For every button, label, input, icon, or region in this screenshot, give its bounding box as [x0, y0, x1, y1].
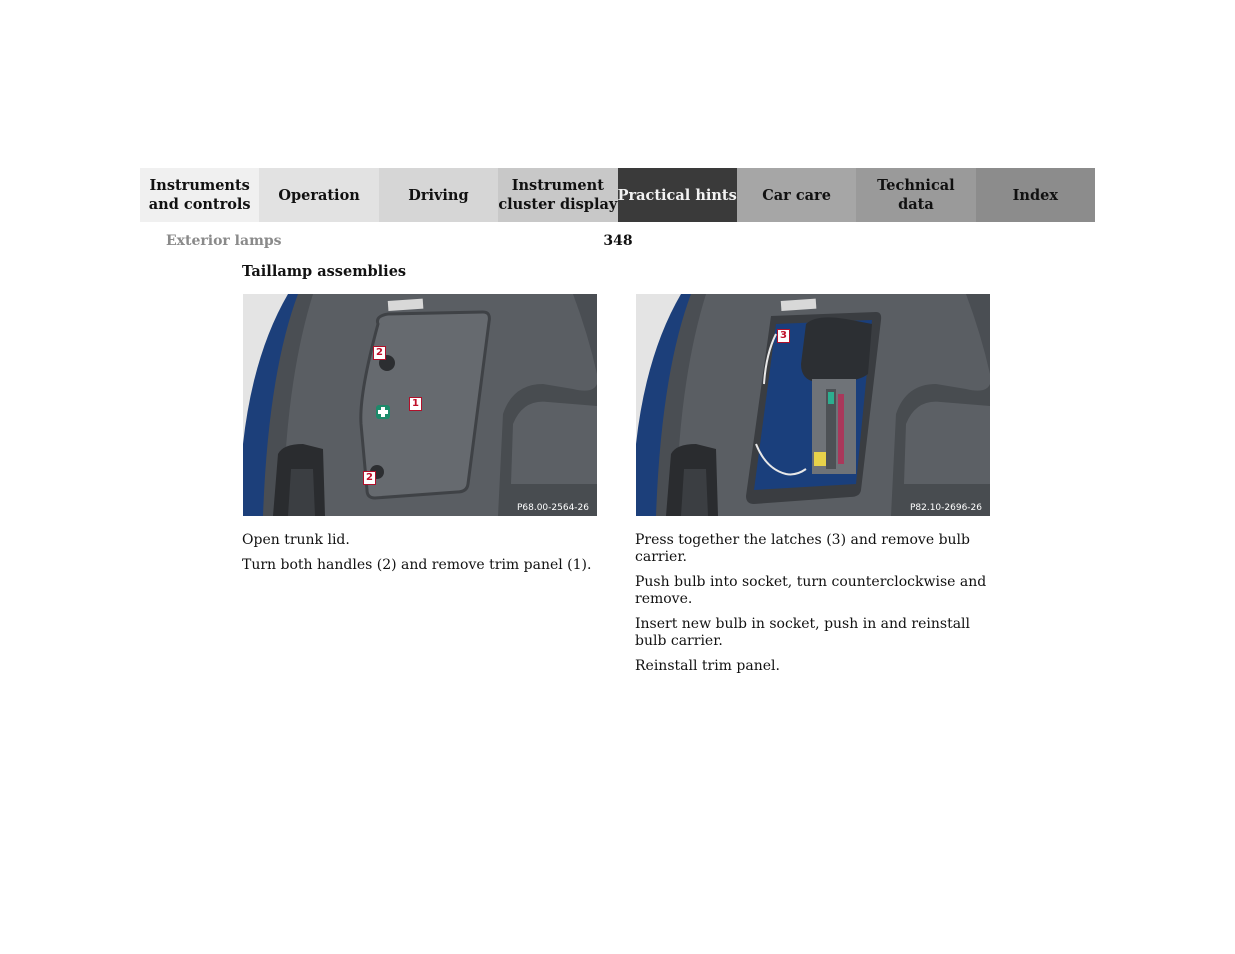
instruction-step: Push bulb into socket, turn counterclockwise and remove. [635, 574, 987, 607]
figure-trim-panel [243, 294, 597, 516]
callout-2-top: 2 [373, 346, 386, 360]
tab-instruments-and-controls[interactable]: Instruments and controls [140, 168, 259, 222]
left-instructions [242, 532, 598, 582]
figure-code: P68.00-2564-26 [516, 503, 589, 513]
trunk-bulb-carrier-illustration [636, 294, 990, 516]
section-title: Exterior lamps [166, 233, 282, 249]
tab-index[interactable]: Index [976, 168, 1095, 222]
instruction-step: Reinstall trim panel. [635, 658, 780, 674]
page-heading: Taillamp assemblies [242, 263, 407, 280]
tab-car-care[interactable]: Car care [737, 168, 856, 222]
tab-instrument-cluster-display[interactable]: Instrument cluster display [498, 168, 617, 222]
instruction-step: Insert new bulb in socket, push in and reinstall bulb carrier. [635, 616, 971, 649]
figure-code: P82.10-2696-26 [909, 503, 982, 513]
tab-practical-hints[interactable]: Practical hints [618, 168, 737, 222]
callout-1: 1 [409, 397, 422, 411]
callout-3: 3 [777, 329, 790, 343]
figure-bulb-carrier [636, 294, 990, 516]
tab-operation[interactable]: Operation [259, 168, 378, 222]
instruction-step: Open trunk lid. [242, 532, 350, 548]
instruction-step: Press together the latches (3) and remove bulb carrier. [635, 532, 970, 565]
right-instructions [635, 532, 991, 683]
instruction-step: Turn both handles (2) and remove trim panel (1). [242, 557, 592, 573]
page-number: 348 [603, 233, 633, 249]
tab-driving[interactable]: Driving [379, 168, 498, 222]
callout-2-bottom: 2 [363, 471, 376, 485]
chapter-nav [140, 168, 1095, 222]
tab-technical-data[interactable]: Technical data [856, 168, 975, 222]
